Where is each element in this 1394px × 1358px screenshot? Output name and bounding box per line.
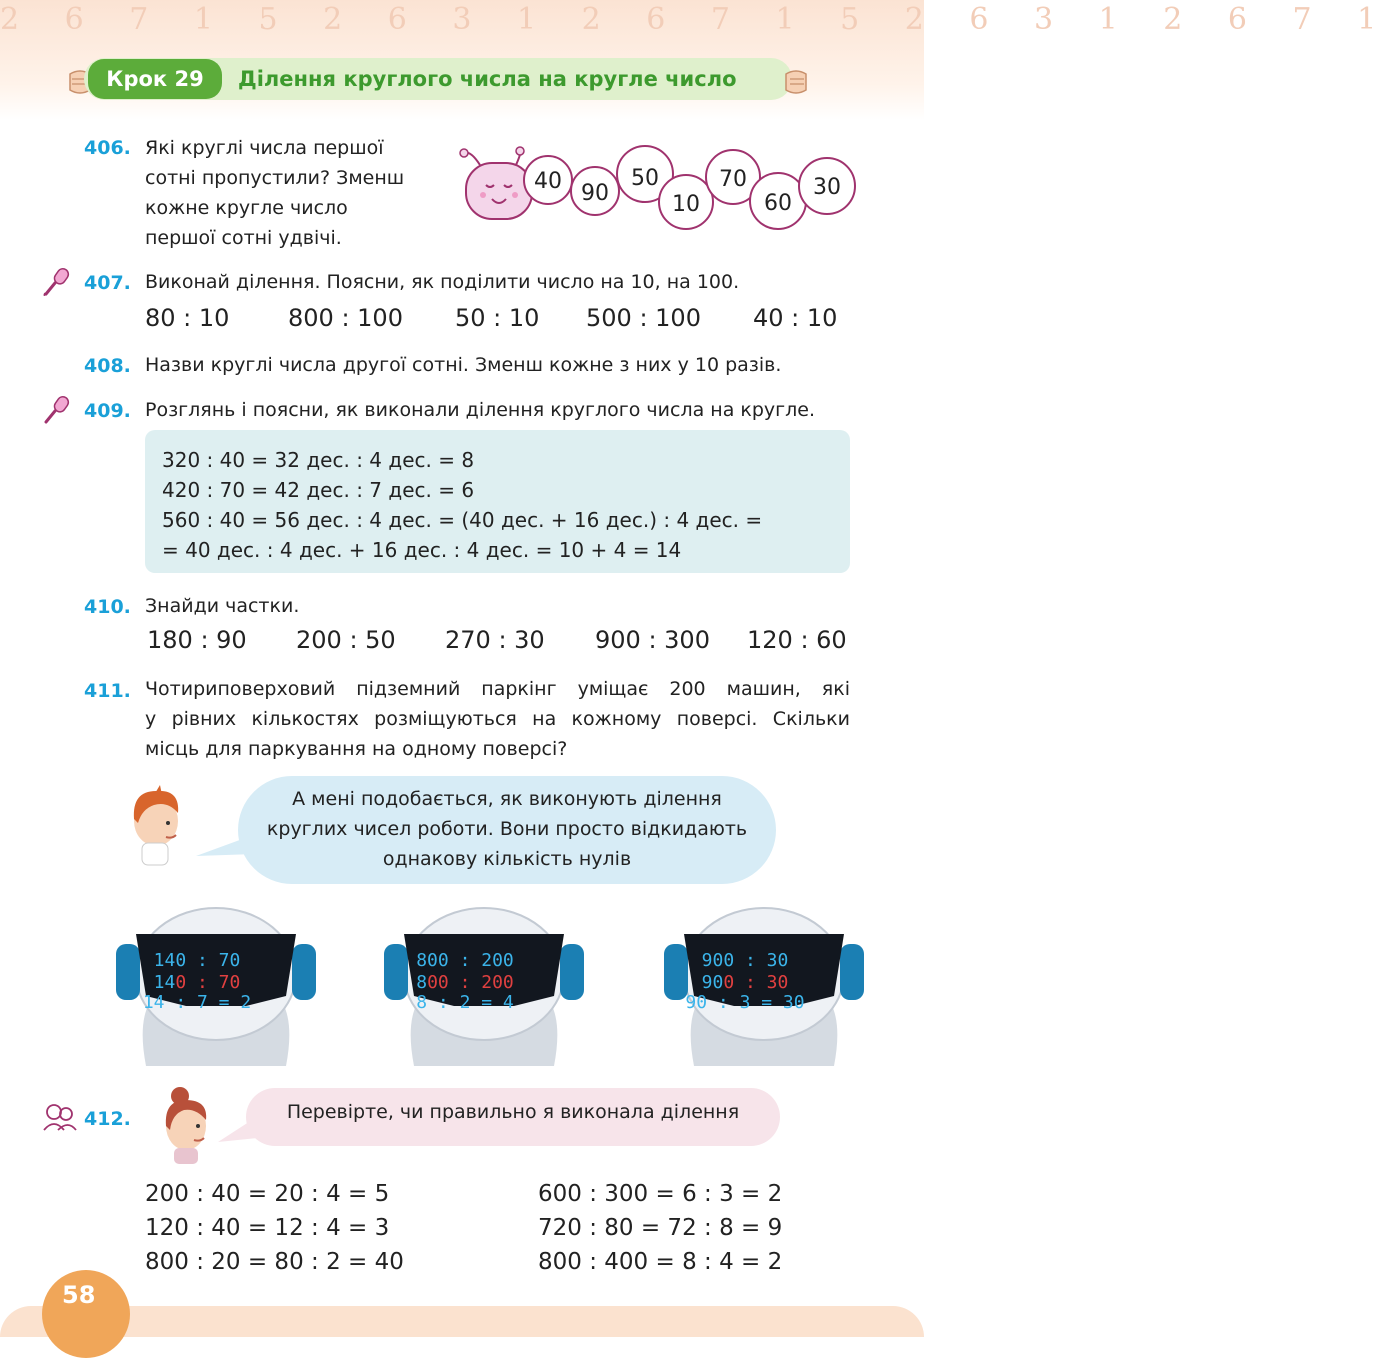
example-line: 320 : 40 = 32 дес. : 4 дес. = 8 xyxy=(162,448,475,472)
exercise-409-text: Розглянь і поясни, як виконали ділення круглого числа на кругле. xyxy=(145,399,816,421)
expression: 270 : 30 xyxy=(445,626,545,654)
text-line: першої сотні удвічі. xyxy=(145,227,342,249)
number-40: 40 xyxy=(534,169,562,194)
exercise-406-text xyxy=(145,133,435,253)
exercise-number: 412. xyxy=(84,1108,131,1130)
exercise-number: 409. xyxy=(84,400,131,422)
digits-pattern: 2 6 7 1 5 2 6 3 1 2 6 7 1 5 2 6 3 1 2 6 7 1 xyxy=(0,2,1394,37)
robot-screen-line: 14 : 7 = 2 xyxy=(142,992,252,1013)
robot-1 xyxy=(116,904,316,1066)
expression: 180 : 90 xyxy=(147,626,247,654)
number-50: 50 xyxy=(631,166,659,191)
robot-3 xyxy=(664,904,864,1066)
microphone-icon xyxy=(42,266,72,298)
exercise-408-text: Назви круглі числа другої сотні. Зменш кожне з них у 10 разів. xyxy=(145,354,782,376)
expression: 80 : 10 xyxy=(145,304,230,332)
equation-line: 800 : 20 = 80 : 2 = 40 xyxy=(145,1249,404,1275)
robot-screen-line: 900 : 30 xyxy=(701,972,789,993)
exercise-407-text: Виконай ділення. Поясни, як поділити число на 10, на 100. xyxy=(145,271,740,293)
text-line: сотні пропустили? Зменш xyxy=(145,167,405,189)
expression: 120 : 60 xyxy=(747,626,847,654)
text-line: однакову кількість нулів xyxy=(382,848,632,870)
number-caterpillar xyxy=(456,143,866,243)
microphone-icon xyxy=(42,394,72,426)
number-90: 90 xyxy=(581,181,609,206)
number-10: 10 xyxy=(672,192,700,217)
boy-character xyxy=(124,783,186,865)
number-30: 30 xyxy=(813,175,841,200)
step-badge: Крок 29 xyxy=(88,59,222,99)
example-line: 420 : 70 = 42 дес. : 7 дес. = 6 xyxy=(162,478,475,502)
number-70: 70 xyxy=(719,167,747,192)
robot-screen-line: 900 : 30 xyxy=(701,950,789,971)
text-line: Які круглі числа першої xyxy=(145,137,384,159)
pointing-hand-icon xyxy=(784,66,808,96)
exercise-number: 411. xyxy=(84,680,131,702)
robot-screen-line: 800 : 200 xyxy=(416,972,514,993)
robot-2 xyxy=(384,904,584,1066)
expression: 500 : 100 xyxy=(586,304,701,332)
expression: 900 : 300 xyxy=(595,626,710,654)
bottom-decor-band xyxy=(0,1306,924,1337)
caterpillar-head xyxy=(460,147,532,219)
robot-screen-line: 90 : 3 = 30 xyxy=(685,992,805,1013)
robot-screen-line: 140 : 70 xyxy=(153,950,241,971)
exercise-410-text: Знайди частки. xyxy=(145,595,300,617)
speech-bubble-text xyxy=(238,784,776,874)
text-line: кожне кругле число xyxy=(145,197,348,219)
expression: 50 : 10 xyxy=(455,304,540,332)
robot-screen-line: 8 : 2 = 4 xyxy=(416,992,514,1013)
expression: 200 : 50 xyxy=(296,626,396,654)
text-line: круглих чисел роботи. Вони просто відкидають xyxy=(266,818,748,840)
group-work-icon xyxy=(42,1102,78,1132)
expression-row xyxy=(0,626,924,658)
equation-line: 720 : 80 = 72 : 8 = 9 xyxy=(538,1215,783,1241)
exercise-number: 407. xyxy=(84,272,131,294)
exercise-411-text xyxy=(145,674,850,764)
exercise-number: 410. xyxy=(84,596,131,618)
speech-bubble-text: Перевірте, чи правильно я виконала ділення xyxy=(286,1101,740,1123)
equation-line: 120 : 40 = 12 : 4 = 3 xyxy=(145,1215,390,1241)
equation-line: 600 : 300 = 6 : 3 = 2 xyxy=(538,1181,783,1207)
text-line: місць для паркування на одному поверсі? xyxy=(145,738,568,760)
robot-screen-line: 140 : 70 xyxy=(153,972,241,993)
example-line: = 40 дес. : 4 дес. + 16 дес. : 4 дес. = 10 + 4 = 14 xyxy=(162,538,682,562)
number-60: 60 xyxy=(764,191,792,216)
girl-character xyxy=(158,1086,214,1164)
text-line: А мені подобається, як виконують ділення xyxy=(292,788,722,810)
example-line: 560 : 40 = 56 дес. : 4 дес. = (40 дес. + 16 дес.) : 4 дес. = xyxy=(162,508,763,532)
expression: 800 : 100 xyxy=(288,304,403,332)
expression: 40 : 10 xyxy=(753,304,838,332)
lesson-title: Ділення круглого числа на кругле число xyxy=(238,67,737,91)
expression-row xyxy=(0,304,924,336)
equation-line: 200 : 40 = 20 : 4 = 5 xyxy=(145,1181,390,1207)
text-line: Чотириповерховий підземний паркінг уміщає 200 машин, які xyxy=(145,678,850,700)
page-number: 58 xyxy=(62,1281,96,1309)
equation-line: 800 : 400 = 8 : 4 = 2 xyxy=(538,1249,783,1275)
text-line: у рівних кількостях розміщуються на кожному поверсі. Скільки xyxy=(145,708,850,730)
exercise-number: 408. xyxy=(84,355,131,377)
exercise-number: 406. xyxy=(84,137,131,159)
robot-screen-line: 800 : 200 xyxy=(416,950,514,971)
